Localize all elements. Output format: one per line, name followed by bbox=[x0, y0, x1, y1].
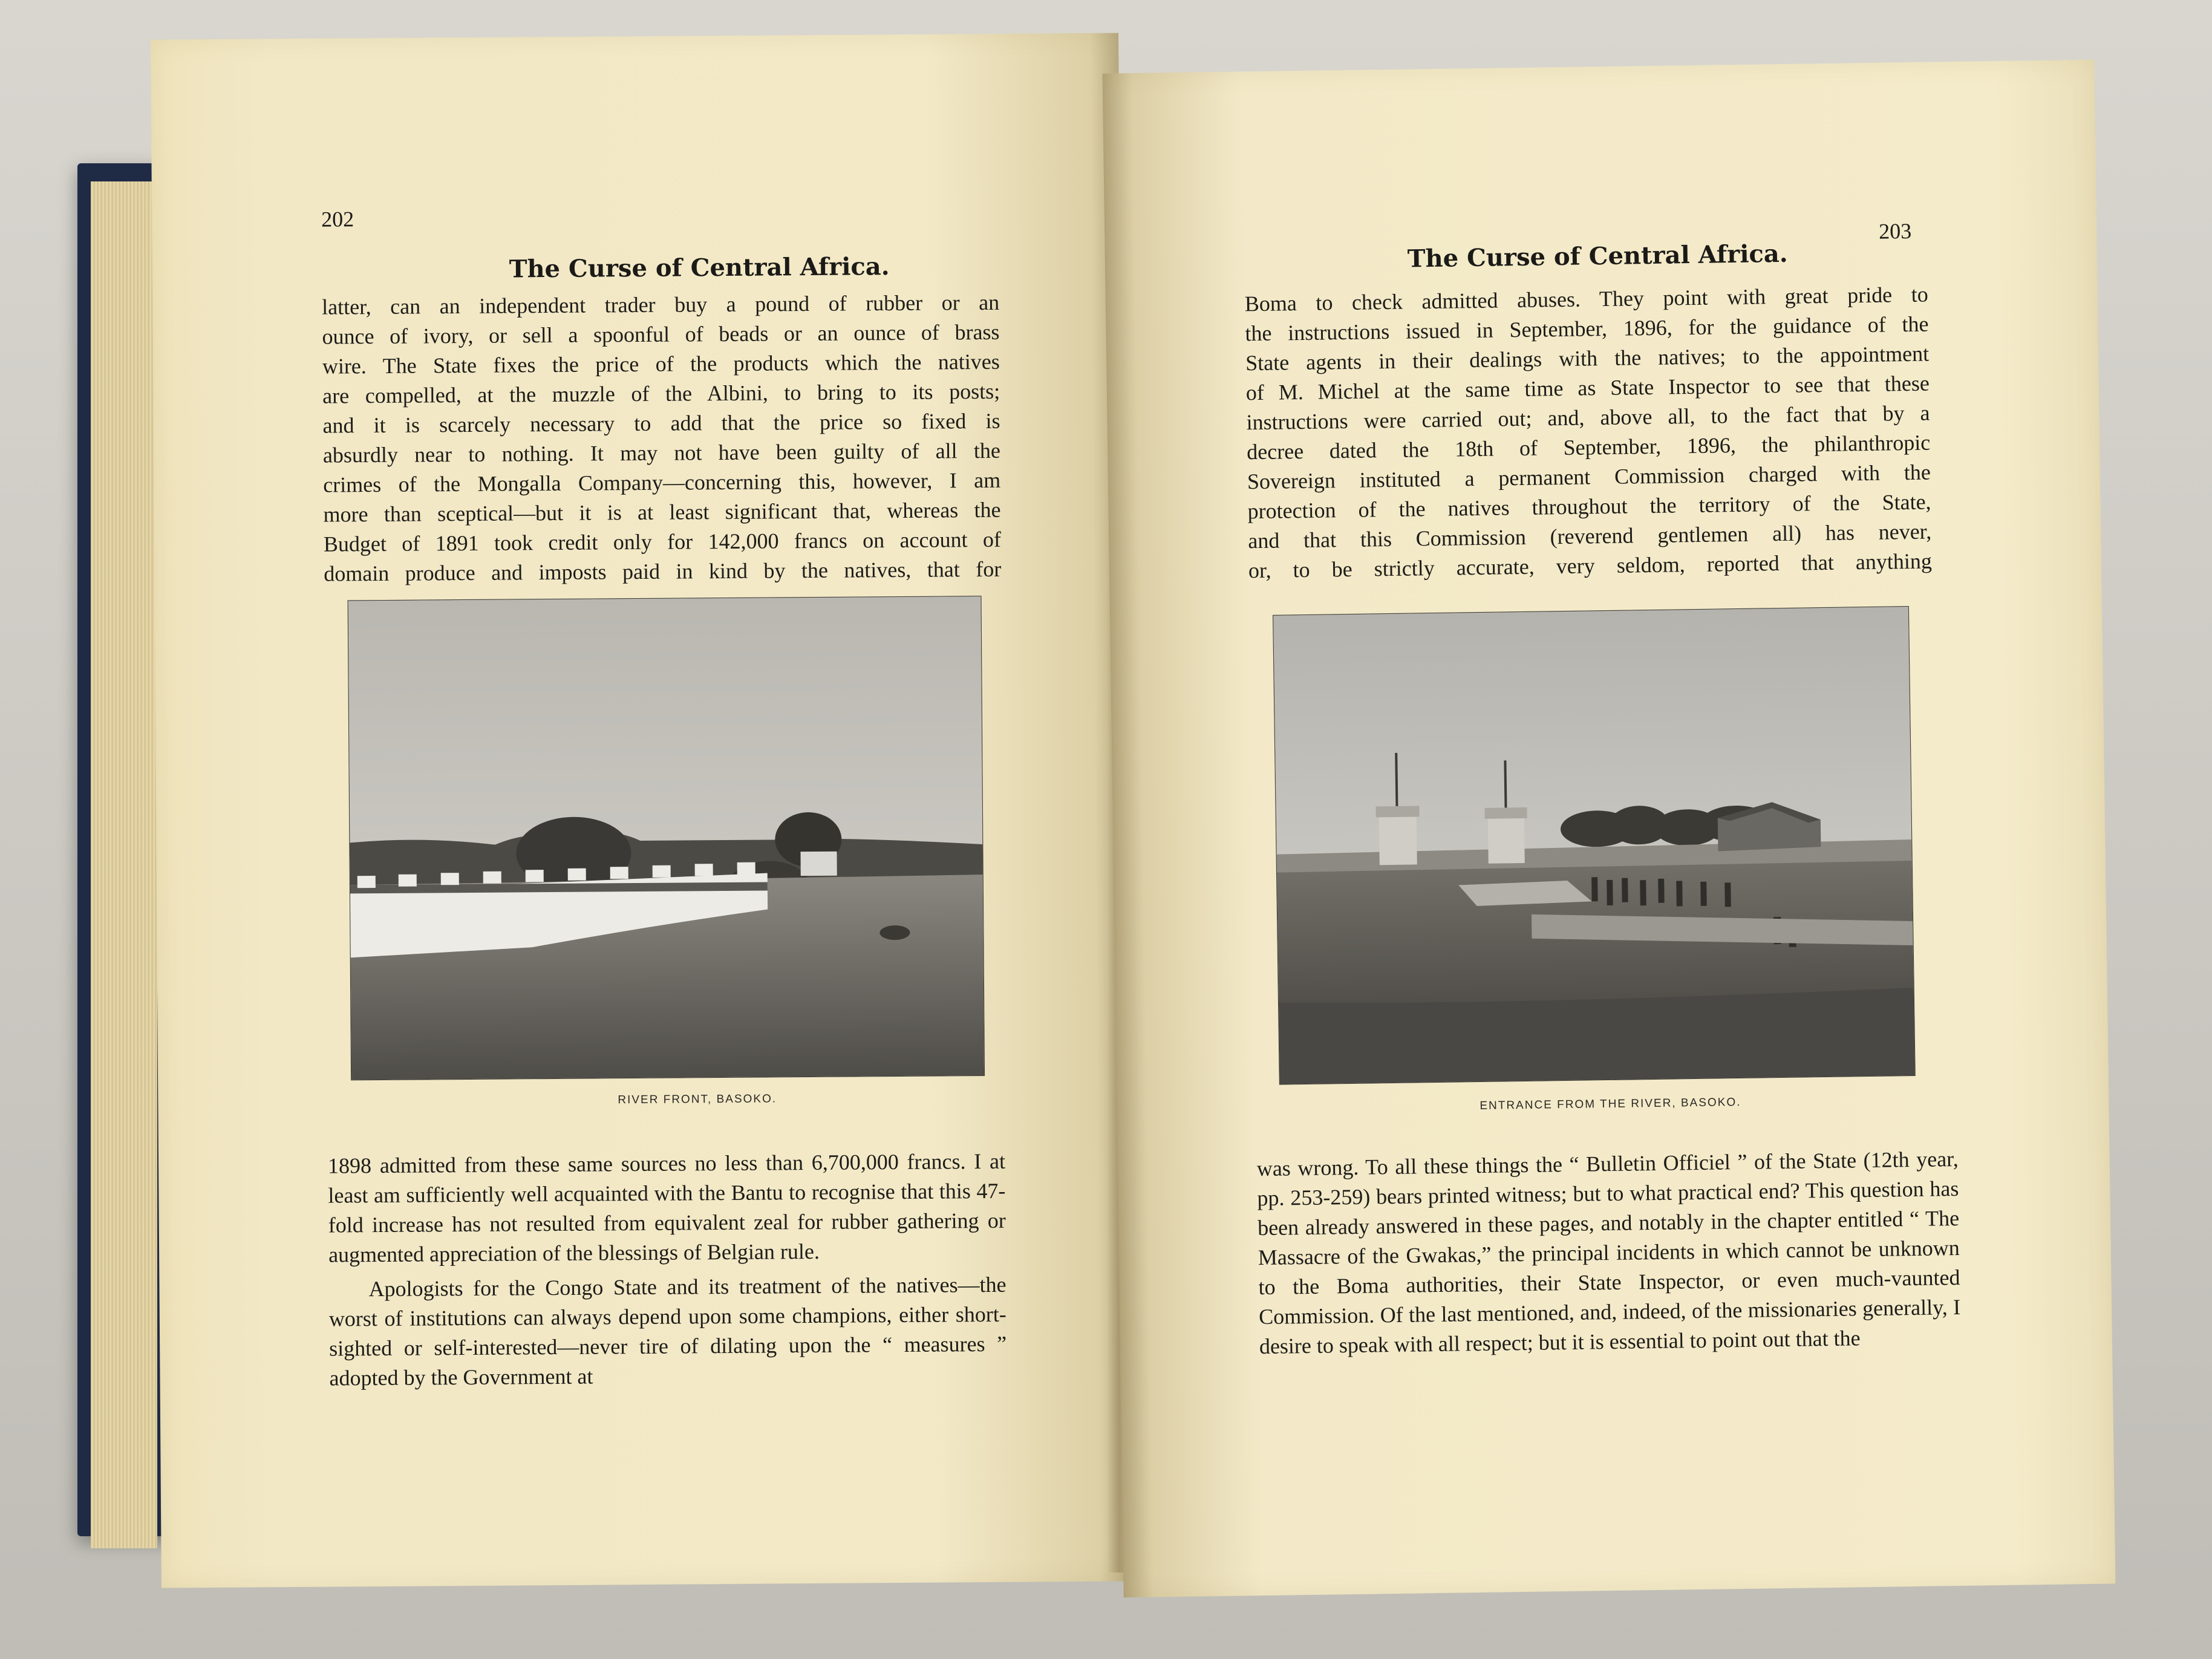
right-page bbox=[1102, 60, 2115, 1598]
plate-caption: RIVER FRONT, BASOKO. bbox=[618, 1092, 777, 1107]
text-line: or, to be strictly accurate, very seldom, reported that anything bbox=[1248, 549, 1933, 583]
text-line: the instructions issued in September, 1896, for the guidance of the bbox=[1245, 311, 1929, 346]
photo-plate-river-front bbox=[348, 596, 985, 1080]
running-head: The Curse of Central Africa. bbox=[509, 252, 890, 284]
text-line: of M. Michel at the same time as State Inspector to see that these bbox=[1245, 371, 1930, 405]
bottom-text-block bbox=[1256, 1144, 1961, 1361]
text-line: Budget of 1891 took credit only for 142,000 francs on account of bbox=[323, 527, 1002, 556]
page-number: 202 bbox=[321, 207, 354, 232]
text-line: Boma to check admitted abuses. They point with great pride to bbox=[1244, 282, 1928, 316]
paragraph: 1898 admitted from these same sources no less than 6,700,000 francs. I at least am sufficiently well acquainted with the Bantu to recognise that this 47-fold increase has not resulted from equivalent zeal for rubber gathering or augmented appreciation of the blessings of Belgian rule. bbox=[327, 1149, 1006, 1267]
text-line: and that this Commission (reverend gentlemen all) has never, bbox=[1248, 519, 1932, 553]
page-number: 203 bbox=[1878, 218, 1912, 244]
paragraph: Apologists for the Congo State and its treatment of the natives—the worst of institutions can always depend upon some champions, either short-sighted or self-interested—never tire of dilating upon the “ measures ” adopted by the Government at bbox=[328, 1272, 1007, 1390]
text-line: decree dated the 18th of September, 1896, the philanthropic bbox=[1246, 430, 1931, 464]
photo-river-front bbox=[348, 596, 985, 1080]
text-line: domain produce and imposts paid in kind by the natives, that for bbox=[324, 556, 1002, 586]
text-line: are compelled, at the muzzle of the Albini, to bring to its posts; bbox=[322, 379, 1000, 408]
text-line: State agents in their dealings with the natives; to the appointment bbox=[1245, 341, 1930, 376]
top-text-block bbox=[1244, 280, 1932, 586]
text-line: Sovereign instituted a permanent Commission charged with the bbox=[1247, 460, 1931, 494]
text-line: absurdly near to nothing. It may not have been guilty of all the bbox=[322, 438, 1000, 468]
left-page bbox=[151, 33, 1129, 1588]
bottom-text-block bbox=[328, 1147, 1007, 1393]
text-line: more than sceptical—but it is at least significant that, whereas the bbox=[323, 497, 1001, 527]
text-line: crimes of the Mongalla Company—concerning this, however, I am bbox=[323, 468, 1001, 497]
page-edges bbox=[91, 181, 157, 1548]
plate-caption: ENTRANCE FROM THE RIVER, BASOKO. bbox=[1480, 1095, 1741, 1113]
running-head: The Curse of Central Africa. bbox=[1407, 239, 1788, 273]
text-line: and it is scarcely necessary to add that the price so fixed is bbox=[322, 408, 1000, 438]
text-line: latter, can an independent trader buy a pound of rubber or an bbox=[322, 290, 1000, 319]
text-line: protection of the natives throughout the territory of the State, bbox=[1247, 489, 1931, 524]
text-line: wire. The State fixes the price of the products which the natives bbox=[322, 349, 1000, 379]
photo-entrance bbox=[1273, 607, 1915, 1084]
top-text-block bbox=[322, 288, 1001, 589]
text-line: ounce of ivory, or sell a spoonful of beads or an ounce of brass bbox=[322, 319, 1000, 349]
text-line: instructions were carried out; and, above all, to the fact that by a bbox=[1246, 400, 1930, 435]
photo-plate-entrance bbox=[1273, 607, 1915, 1084]
paragraph: was wrong. To all these things the “ Bulletin Officiel ” of the State (12th year, pp. 253-259) bears printed witness; but to what practical end? This question has been already answered in these pages, and notably in the chapter entitled “ The Massacre of the Gwakas,” the principal incidents in which cannot be unknown to the Boma authorities, their State Inspector, or even much-vaunted Commission. Of the last mentioned, and, indeed, of the missionaries generally, I desire to speak with all respect; but it is essential to point out that the bbox=[1256, 1146, 1961, 1359]
